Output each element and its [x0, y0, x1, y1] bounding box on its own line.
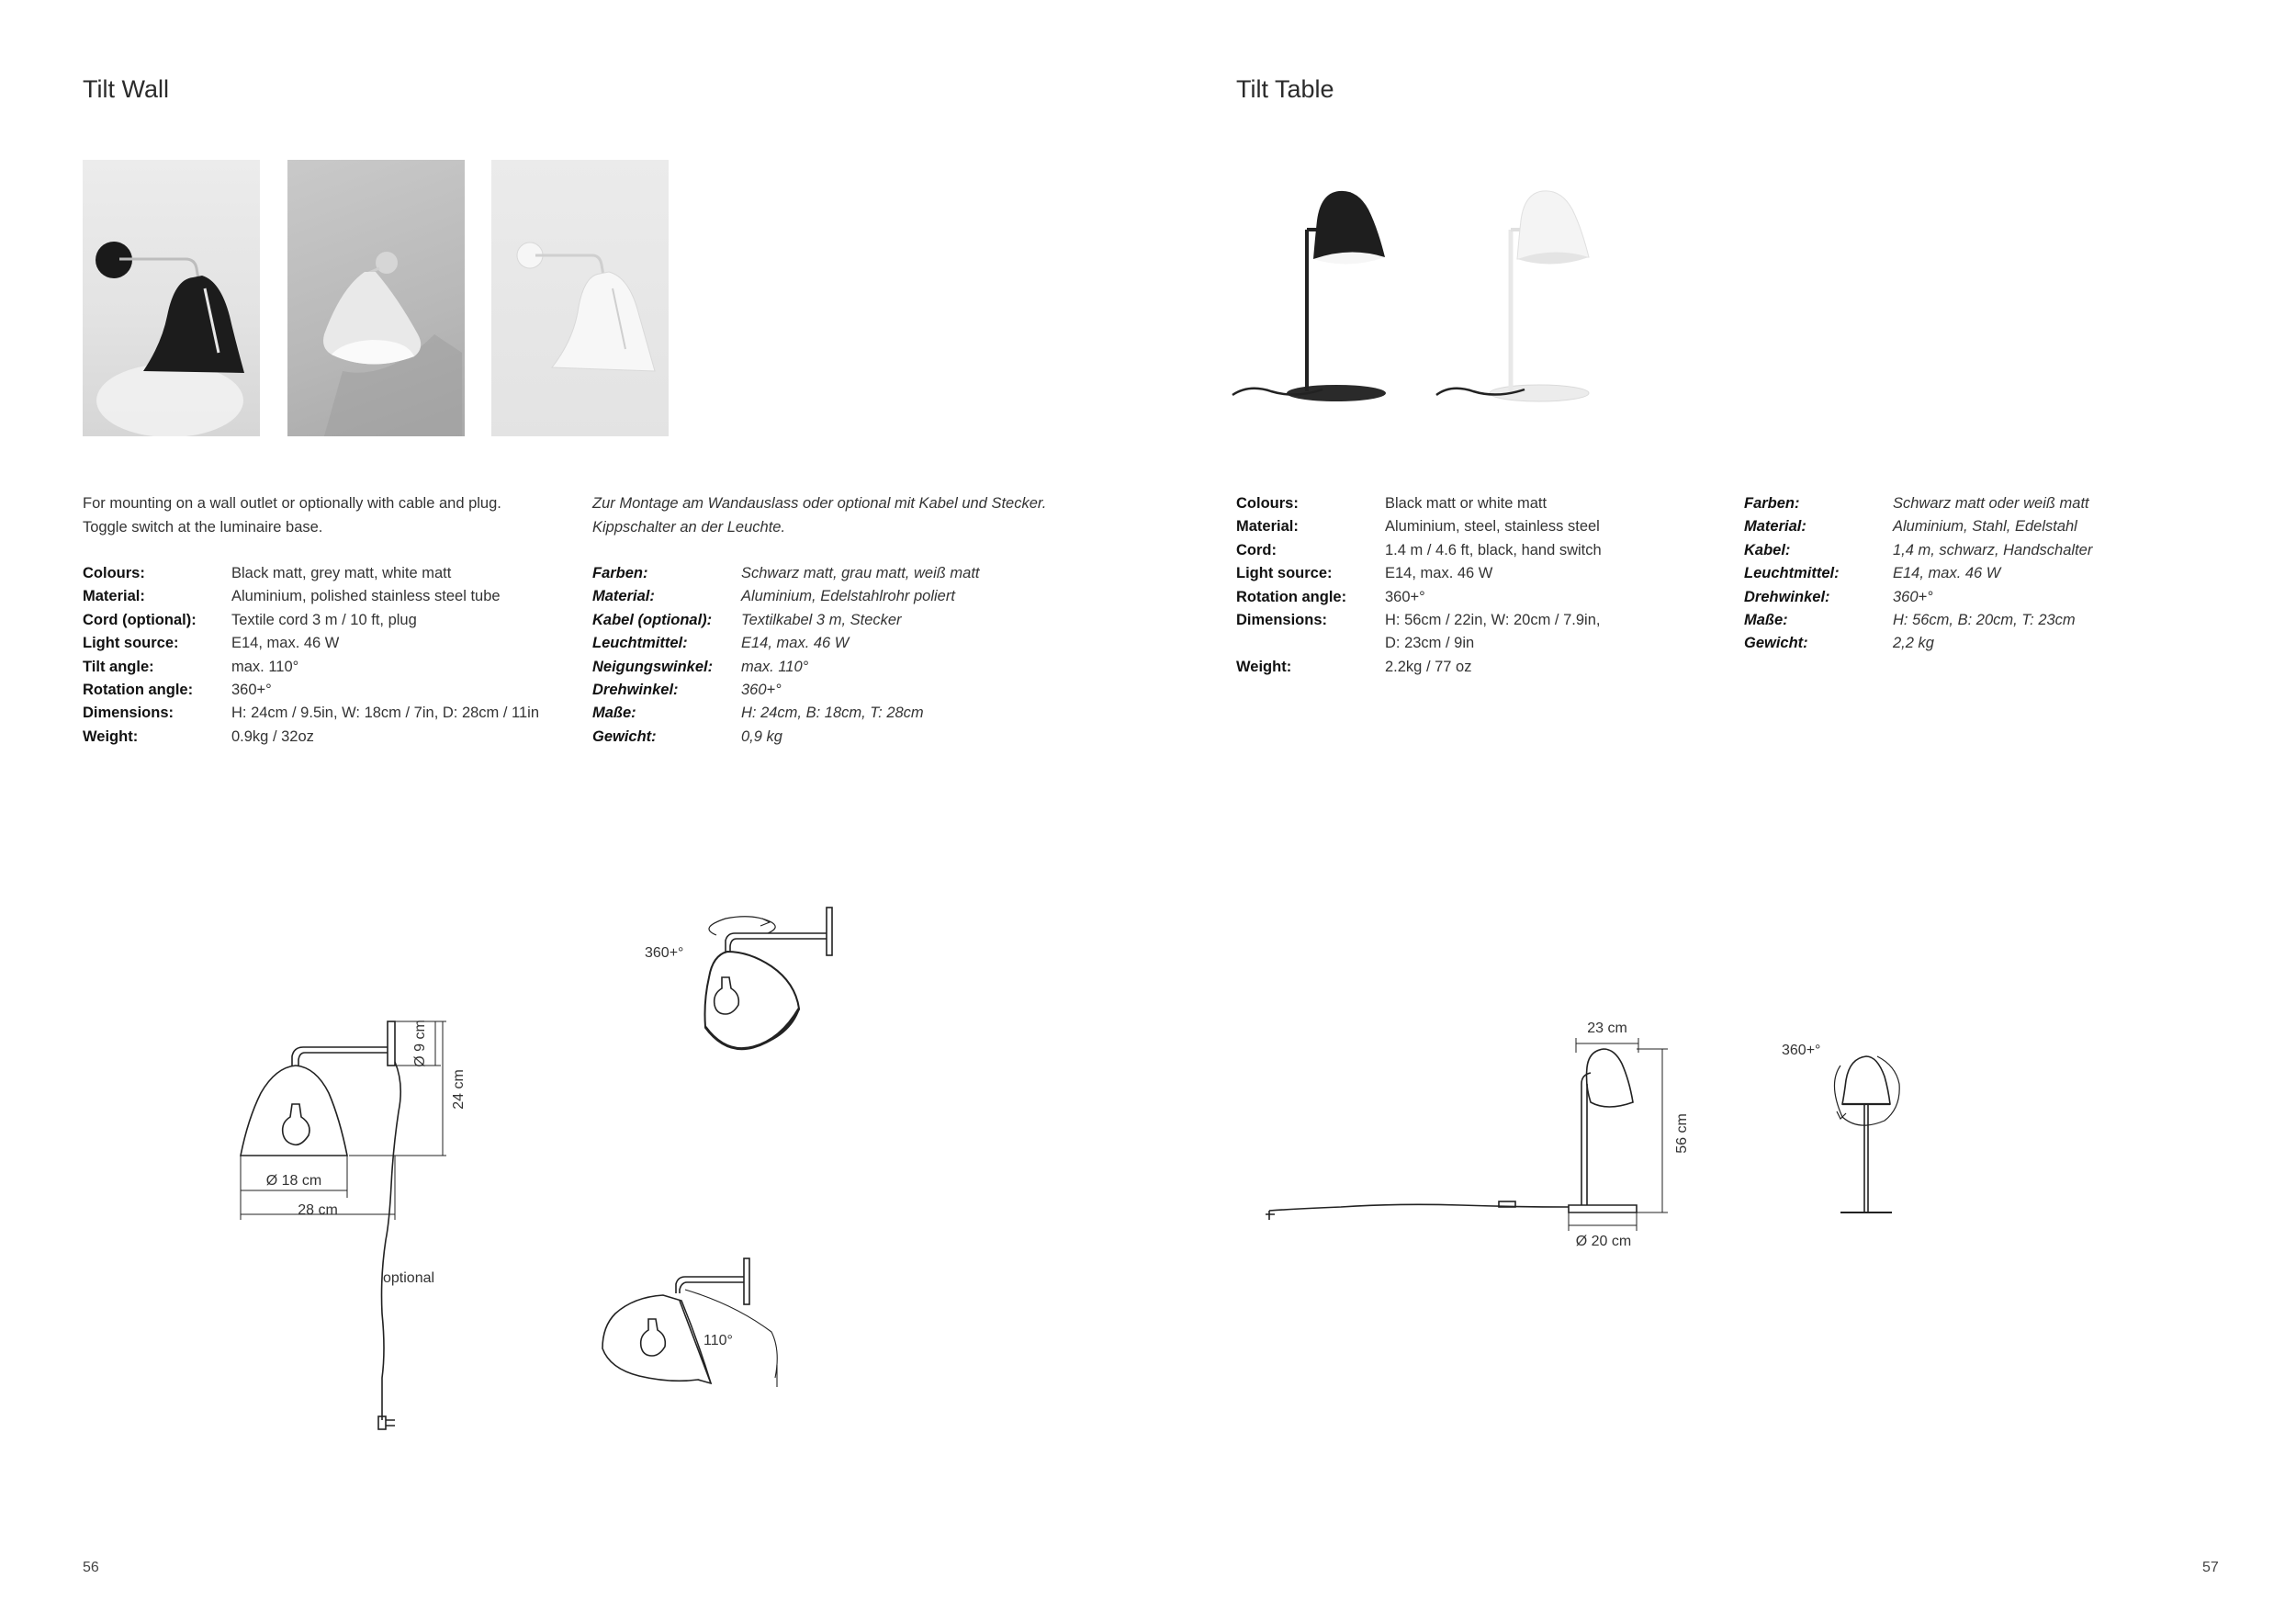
drawing-wall-tilt — [597, 1249, 799, 1415]
spec-value: E14, max. 46 W — [231, 635, 340, 652]
spec-label: Tilt angle: — [83, 658, 154, 675]
spec-row — [1744, 609, 2092, 632]
specs-wall-de — [592, 562, 980, 749]
spec-row — [1744, 632, 2092, 655]
page-number-right: 57 — [2202, 1560, 2219, 1575]
intro-en-line: Toggle switch at the luminaire base. — [83, 518, 323, 536]
spec-label: Light source: — [1236, 565, 1333, 582]
spec-row — [1236, 632, 1602, 655]
spec-row — [592, 585, 980, 608]
spec-value: Schwarz matt oder weiß matt — [1893, 495, 2089, 512]
specs-wall-en — [83, 562, 539, 749]
spec-row — [1744, 562, 2092, 585]
drawing-table-dimensions — [1258, 1010, 1699, 1249]
label-rotation-wall: 360+° — [645, 945, 684, 961]
spec-value: E14, max. 46 W — [741, 635, 850, 652]
spec-value: H: 56cm, B: 20cm, T: 23cm — [1893, 612, 2076, 629]
spec-label: Weight: — [1236, 658, 1292, 675]
spec-row — [1744, 492, 2092, 515]
spec-label: Neigungswinkel: — [592, 658, 714, 675]
spec-row — [1236, 609, 1602, 632]
spec-row — [1236, 539, 1602, 562]
spec-label: Colours: — [83, 565, 145, 581]
spec-label: Dimensions: — [83, 705, 174, 722]
dim-h56: 56 cm — [1674, 1113, 1690, 1154]
photo-wall-lamp-white — [491, 160, 669, 436]
dim-d23: 23 cm — [1587, 1021, 1627, 1036]
spec-value: Black matt or white matt — [1385, 495, 1548, 512]
spec-value: 1,4 m, schwarz, Handschalter — [1893, 541, 2093, 558]
spec-label: Maße: — [1744, 612, 1788, 629]
spec-row — [1744, 515, 2092, 538]
label-optional: optional — [383, 1270, 435, 1286]
spec-label: Drehwinkel: — [1744, 588, 1830, 605]
spec-row — [1744, 586, 2092, 609]
dim-d20: Ø 20 cm — [1575, 1234, 1632, 1249]
spec-value: Aluminium, Stahl, Edelstahl — [1893, 518, 2077, 536]
spec-value: max. 110° — [741, 658, 809, 675]
dim-h24: 24 cm — [451, 1069, 467, 1110]
spec-value: 360+° — [231, 682, 272, 699]
spec-value: 2,2 kg — [1893, 635, 1934, 652]
spec-label: Colours: — [1236, 495, 1299, 512]
spec-label: Farben: — [1744, 495, 1800, 512]
spec-value: Schwarz matt, grau matt, weiß matt — [741, 565, 980, 581]
spec-label: Leuchtmittel: — [592, 635, 688, 652]
photo-wall-lamp-black — [83, 160, 260, 436]
spec-row — [83, 656, 539, 679]
spec-label: Weight: — [83, 727, 139, 745]
spec-row — [83, 632, 539, 655]
spec-value: Textile cord 3 m / 10 ft, plug — [231, 611, 417, 628]
intro-de — [592, 492, 1107, 539]
spec-label: Farben: — [592, 565, 648, 581]
spec-row — [1236, 562, 1602, 585]
spec-label: Dimensions: — [1236, 612, 1328, 629]
spec-value: Textilkabel 3 m, Stecker — [741, 611, 902, 628]
spec-label: Cord (optional): — [83, 611, 197, 628]
dim-d9: Ø 9 cm — [412, 1020, 428, 1067]
spec-row — [83, 585, 539, 608]
spec-label: Rotation angle: — [1236, 588, 1347, 605]
spec-value: Aluminium, steel, stainless steel — [1385, 518, 1600, 536]
spec-value: D: 23cm / 9in — [1385, 635, 1475, 652]
spec-label: Leuchtmittel: — [1744, 565, 1840, 582]
spec-label: Maße: — [592, 705, 636, 722]
spec-row — [592, 632, 980, 655]
spec-row — [1236, 656, 1602, 679]
spec-label: Cord: — [1236, 541, 1277, 558]
spec-label: Material: — [592, 588, 655, 605]
spec-label: Material: — [83, 588, 145, 605]
spec-value: 2.2kg / 77 oz — [1385, 658, 1472, 675]
spec-value: max. 110° — [231, 658, 299, 675]
spec-value: Black matt, grey matt, white matt — [231, 565, 452, 581]
spec-row — [1744, 539, 2092, 562]
spec-label: Drehwinkel: — [592, 682, 679, 699]
dim-d18: Ø 18 cm — [265, 1173, 322, 1189]
spec-row — [83, 679, 539, 702]
tilt-wall-title: Tilt Wall — [83, 75, 169, 103]
intro-en — [83, 492, 560, 539]
spec-value: 1.4 m / 4.6 ft, black, hand switch — [1385, 541, 1602, 558]
spec-value: Aluminium, Edelstahlrohr poliert — [741, 588, 955, 605]
spec-row — [592, 609, 980, 632]
spec-row — [592, 656, 980, 679]
spec-label: Kabel (optional): — [592, 611, 713, 628]
dim-d28: 28 cm — [298, 1202, 338, 1218]
spec-value: E14, max. 46 W — [1893, 565, 2001, 582]
spec-label: Gewicht: — [592, 727, 657, 745]
page-number-left: 56 — [83, 1560, 99, 1575]
spec-label: Kabel: — [1744, 541, 1791, 558]
intro-en-line: For mounting on a wall outlet or optionally with cable and plug. — [83, 495, 501, 512]
label-tilt: 110° — [703, 1333, 733, 1348]
spec-label: Light source: — [83, 635, 179, 652]
spec-value: E14, max. 46 W — [1385, 565, 1493, 582]
spec-value: 0.9kg / 32oz — [231, 727, 314, 745]
spec-label: Material: — [1744, 518, 1806, 536]
drawing-wall-rotation — [643, 900, 854, 1075]
spec-value: H: 56cm / 22in, W: 20cm / 7.9in, — [1385, 612, 1601, 629]
spec-label: Material: — [1236, 518, 1299, 536]
spec-value: 360+° — [1893, 588, 1933, 605]
photo-wall-lamp-grey — [287, 160, 465, 436]
spec-value: H: 24cm, B: 18cm, T: 28cm — [741, 705, 924, 722]
label-rotation-table: 360+° — [1782, 1043, 1821, 1058]
spec-row — [1236, 492, 1602, 515]
spec-row — [83, 609, 539, 632]
spec-label: Gewicht: — [1744, 635, 1808, 652]
spec-value: Aluminium, polished stainless steel tube — [231, 588, 501, 605]
drawing-wall-dimensions — [211, 1001, 468, 1442]
spec-row — [592, 702, 980, 725]
spec-row — [83, 562, 539, 585]
spec-value: H: 24cm / 9.5in, W: 18cm / 7in, D: 28cm / 11in — [231, 705, 540, 722]
spec-row — [592, 726, 980, 749]
specs-table-de — [1744, 492, 2092, 656]
spec-label: Rotation angle: — [83, 682, 194, 699]
spec-row — [83, 702, 539, 725]
spec-label — [1236, 632, 1385, 655]
intro-de-line: Kippschalter an der Leuchte. — [592, 518, 786, 536]
spec-row — [1236, 586, 1602, 609]
spec-row — [592, 679, 980, 702]
specs-table-en — [1236, 492, 1602, 679]
spec-row — [592, 562, 980, 585]
photo-table-lamps — [1231, 175, 1598, 413]
spec-row — [1236, 515, 1602, 538]
spec-value: 0,9 kg — [741, 727, 782, 745]
spec-value: 360+° — [741, 682, 782, 699]
spec-row — [83, 726, 539, 749]
intro-de-line: Zur Montage am Wandauslass oder optional mit Kabel und Stecker. — [592, 495, 1047, 512]
drawing-table-rotation — [1782, 1029, 1919, 1222]
spec-value: 360+° — [1385, 588, 1425, 605]
tilt-table-title: Tilt Table — [1236, 75, 1334, 103]
